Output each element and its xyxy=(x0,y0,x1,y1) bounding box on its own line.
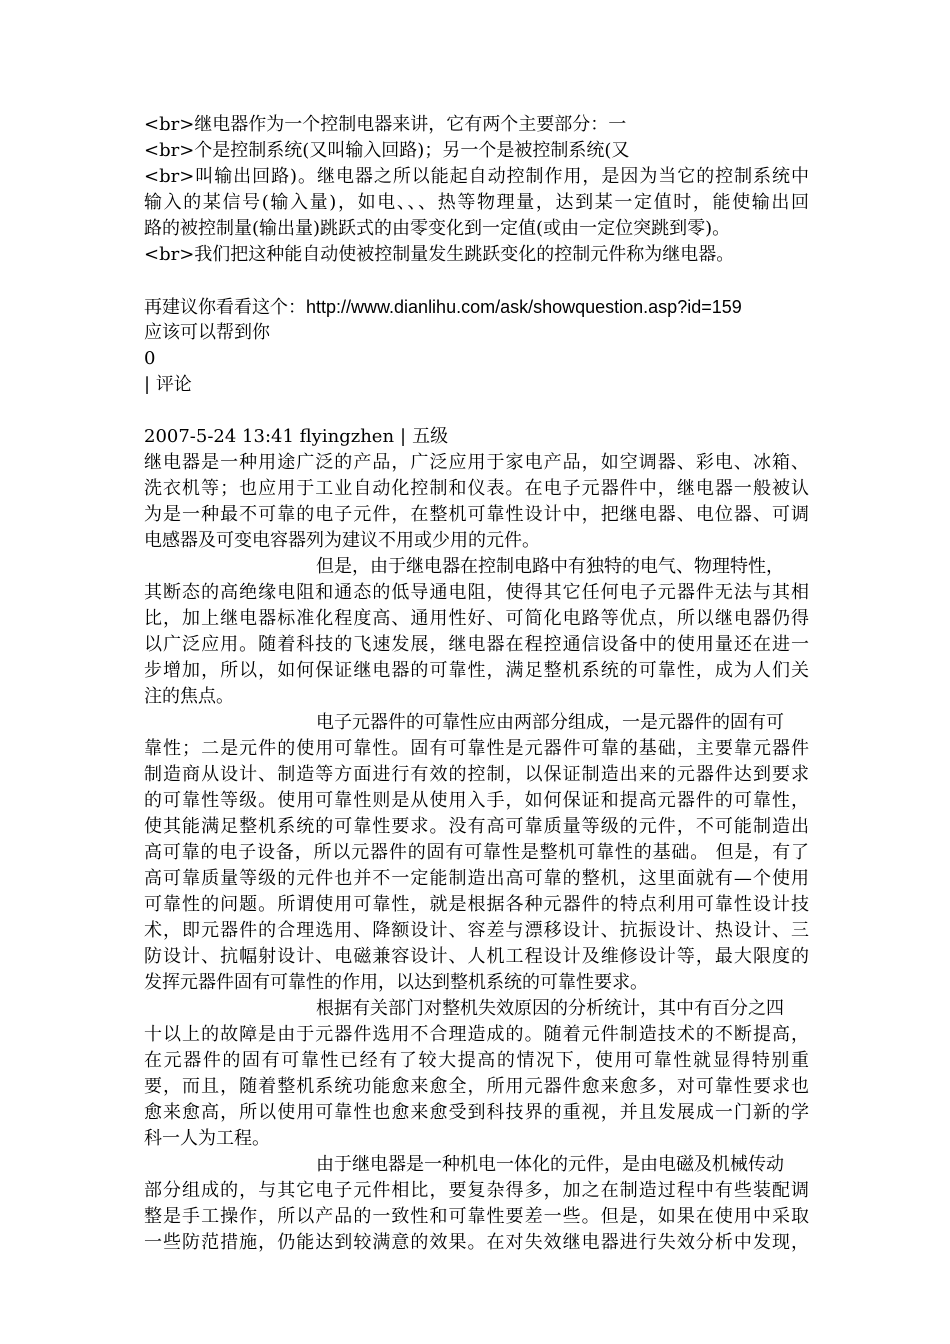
text-line: 高可靠的电子设备，所以元器件的固有可靠性是整机可靠性的基础。 但是，有了 xyxy=(144,842,809,863)
text-line: 但是，由于继电器在控制电路中有独特的电气、物理特性， xyxy=(316,556,784,577)
text-line: 靠性；二是元件的使用可靠性。固有可靠性是元器件可靠的基础，主要靠元器件 xyxy=(144,738,809,759)
text-line: <br>我们把这种能自动使被控制量发生跳跃变化的控制元件称为继电器。 xyxy=(144,244,735,265)
text-line: 防设计、抗幅射设计、电磁兼容设计、人机工程设计及维修设计等，最大限度的 xyxy=(144,946,809,967)
text-line: 愈来愈高，所以使用可靠性也愈来愈受到科技界的重视，并且发展成一门新的学 xyxy=(144,1102,809,1123)
text-line: 一些防范措施，仍能达到较满意的效果。在对失效继电器进行失效分析中发现， xyxy=(144,1232,809,1253)
text-line: <br>继电器作为一个控制电器来讲，它有两个主要部分：一 xyxy=(144,114,627,135)
text-line: <br>个是控制系统(又叫输入回路)；另一个是被控制系统(又 xyxy=(144,140,630,161)
text-line: 电子元器件的可靠性应由两部分组成，一是元器件的固有可 xyxy=(316,712,784,733)
separator: | xyxy=(144,374,151,395)
text-line: 制造商从设计、制造等方面进行有效的控制，以保证制造出来的元器件达到要求 xyxy=(144,764,809,785)
reply-meta xyxy=(144,424,809,450)
text-line: 由于继电器是一种机电一体化的元件，是由电磁及机械传动 xyxy=(316,1154,784,1175)
reply-datetime: 2007-5-24 13:41 xyxy=(144,426,294,447)
comment-row xyxy=(144,372,809,398)
paragraph-3 xyxy=(144,710,809,996)
comment-link[interactable]: 评论 xyxy=(155,374,192,395)
text-line: 十以上的故障是由于元器件选用不合理造成的。随着元件制造技术的不断提高， xyxy=(144,1024,809,1045)
text-line: 比，加上继电器标准化程度高、通用性好、可简化电路等优点，所以继电器仍得 xyxy=(144,608,809,629)
text-line: 路的被控制量(输出量)跳跃式的由零变化到一定值(或由一定位突跳到零)。 xyxy=(144,218,731,239)
paragraph-4 xyxy=(144,996,809,1152)
text-line: 电感器及可变电容器列为建议不用或少用的元件。 xyxy=(144,530,540,551)
text-line: 其断态的高绝缘电阻和通态的低导通电阻，使得其它任何电子元器件无法与其相 xyxy=(144,582,809,603)
text-line: 可靠性的问题。所谓使用可靠性，就是根据各种元器件的特点利用可靠性设计技 xyxy=(144,894,809,915)
text-line: 洗衣机等；也应用于工业自动化控制和仪表。在电子元器件中，继电器一般被认 xyxy=(144,478,809,499)
suggestion-closing: 应该可以帮到你 xyxy=(144,322,270,343)
text-line: 的可靠性等级。使用可靠性则是从使用入手，如何保证和提高元器件的可靠性， xyxy=(144,790,809,811)
suggestion-link[interactable]: http://www.dianlihu.com/ask/showquestion.asp?id=159 xyxy=(306,297,742,317)
text-line: 整是手工操作，所以产品的一致性和可靠性要差一些。但是，如果在使用中采取 xyxy=(144,1206,809,1227)
text-line: 术，即元器件的合理选用、降额设计、容差与漂移设计、抗振设计、热设计、三 xyxy=(144,920,809,941)
text-line: 以广泛应用。随着科技的飞速发展，继电器在程控通信设备中的使用量还在进一 xyxy=(144,634,809,655)
paragraph-2 xyxy=(144,554,809,710)
text-line: <br>叫输出回路)。继电器之所以能起自动控制作用，是因为当它的控制系统中 xyxy=(144,166,809,187)
paragraph-5 xyxy=(144,1152,809,1256)
text-line: 输入的某信号(输入量)，如电、、、热等物理量，达到某一定值时，能使输出回 xyxy=(144,192,809,213)
text-line: 部分组成的，与其它电子元件相比，要复杂得多，加之在制造过程中有些装配调 xyxy=(144,1180,809,1201)
reply-level: 五级 xyxy=(412,426,449,447)
suggestion-line xyxy=(144,294,809,320)
text-line: 发挥元器件固有可靠性的作用，以达到整机系统的可靠性要求。 xyxy=(144,972,648,993)
paragraph-1 xyxy=(144,450,809,554)
separator: | xyxy=(400,426,407,447)
text-line: 科一人为工程。 xyxy=(144,1128,270,1149)
text-line: 要，而且，随着整机系统功能愈来愈全，所用元器件愈来愈多，对可靠性要求也 xyxy=(144,1076,809,1097)
answer-text-block xyxy=(144,112,809,268)
text-line: 继电器是一种用途广泛的产品，广泛应用于家电产品，如空调器、彩电、冰箱、 xyxy=(144,452,809,473)
text-line: 为是一种最不可靠的电子元件，在整机可靠性设计中，把继电器、电位器、可调 xyxy=(144,504,809,525)
text-line: 使其能满足整机系统的可靠性要求。没有高可靠质量等级的元件，不可能制造出 xyxy=(144,816,809,837)
text-line: 根据有关部门对整机失效原因的分析统计，其中有百分之四 xyxy=(316,998,784,1019)
document-page xyxy=(144,112,809,1256)
text-line: 步增加，所以，如何保证继电器的可靠性，满足整机系统的可靠性，成为人们关 xyxy=(144,660,809,681)
vote-count: 0 xyxy=(144,348,156,369)
text-line: 高可靠质量等级的元件也并不一定能制造出高可靠的整机，这里面就有—个使用 xyxy=(144,868,809,889)
text-line: 在元器件的固有可靠性已经有了较大提高的情况下，使用可靠性就显得特别重 xyxy=(144,1050,809,1071)
text-line: 注的焦点。 xyxy=(144,686,234,707)
suggestion-prefix: 再建议你看看这个： xyxy=(144,297,306,318)
reply-username[interactable]: flyingzhen xyxy=(299,426,395,447)
